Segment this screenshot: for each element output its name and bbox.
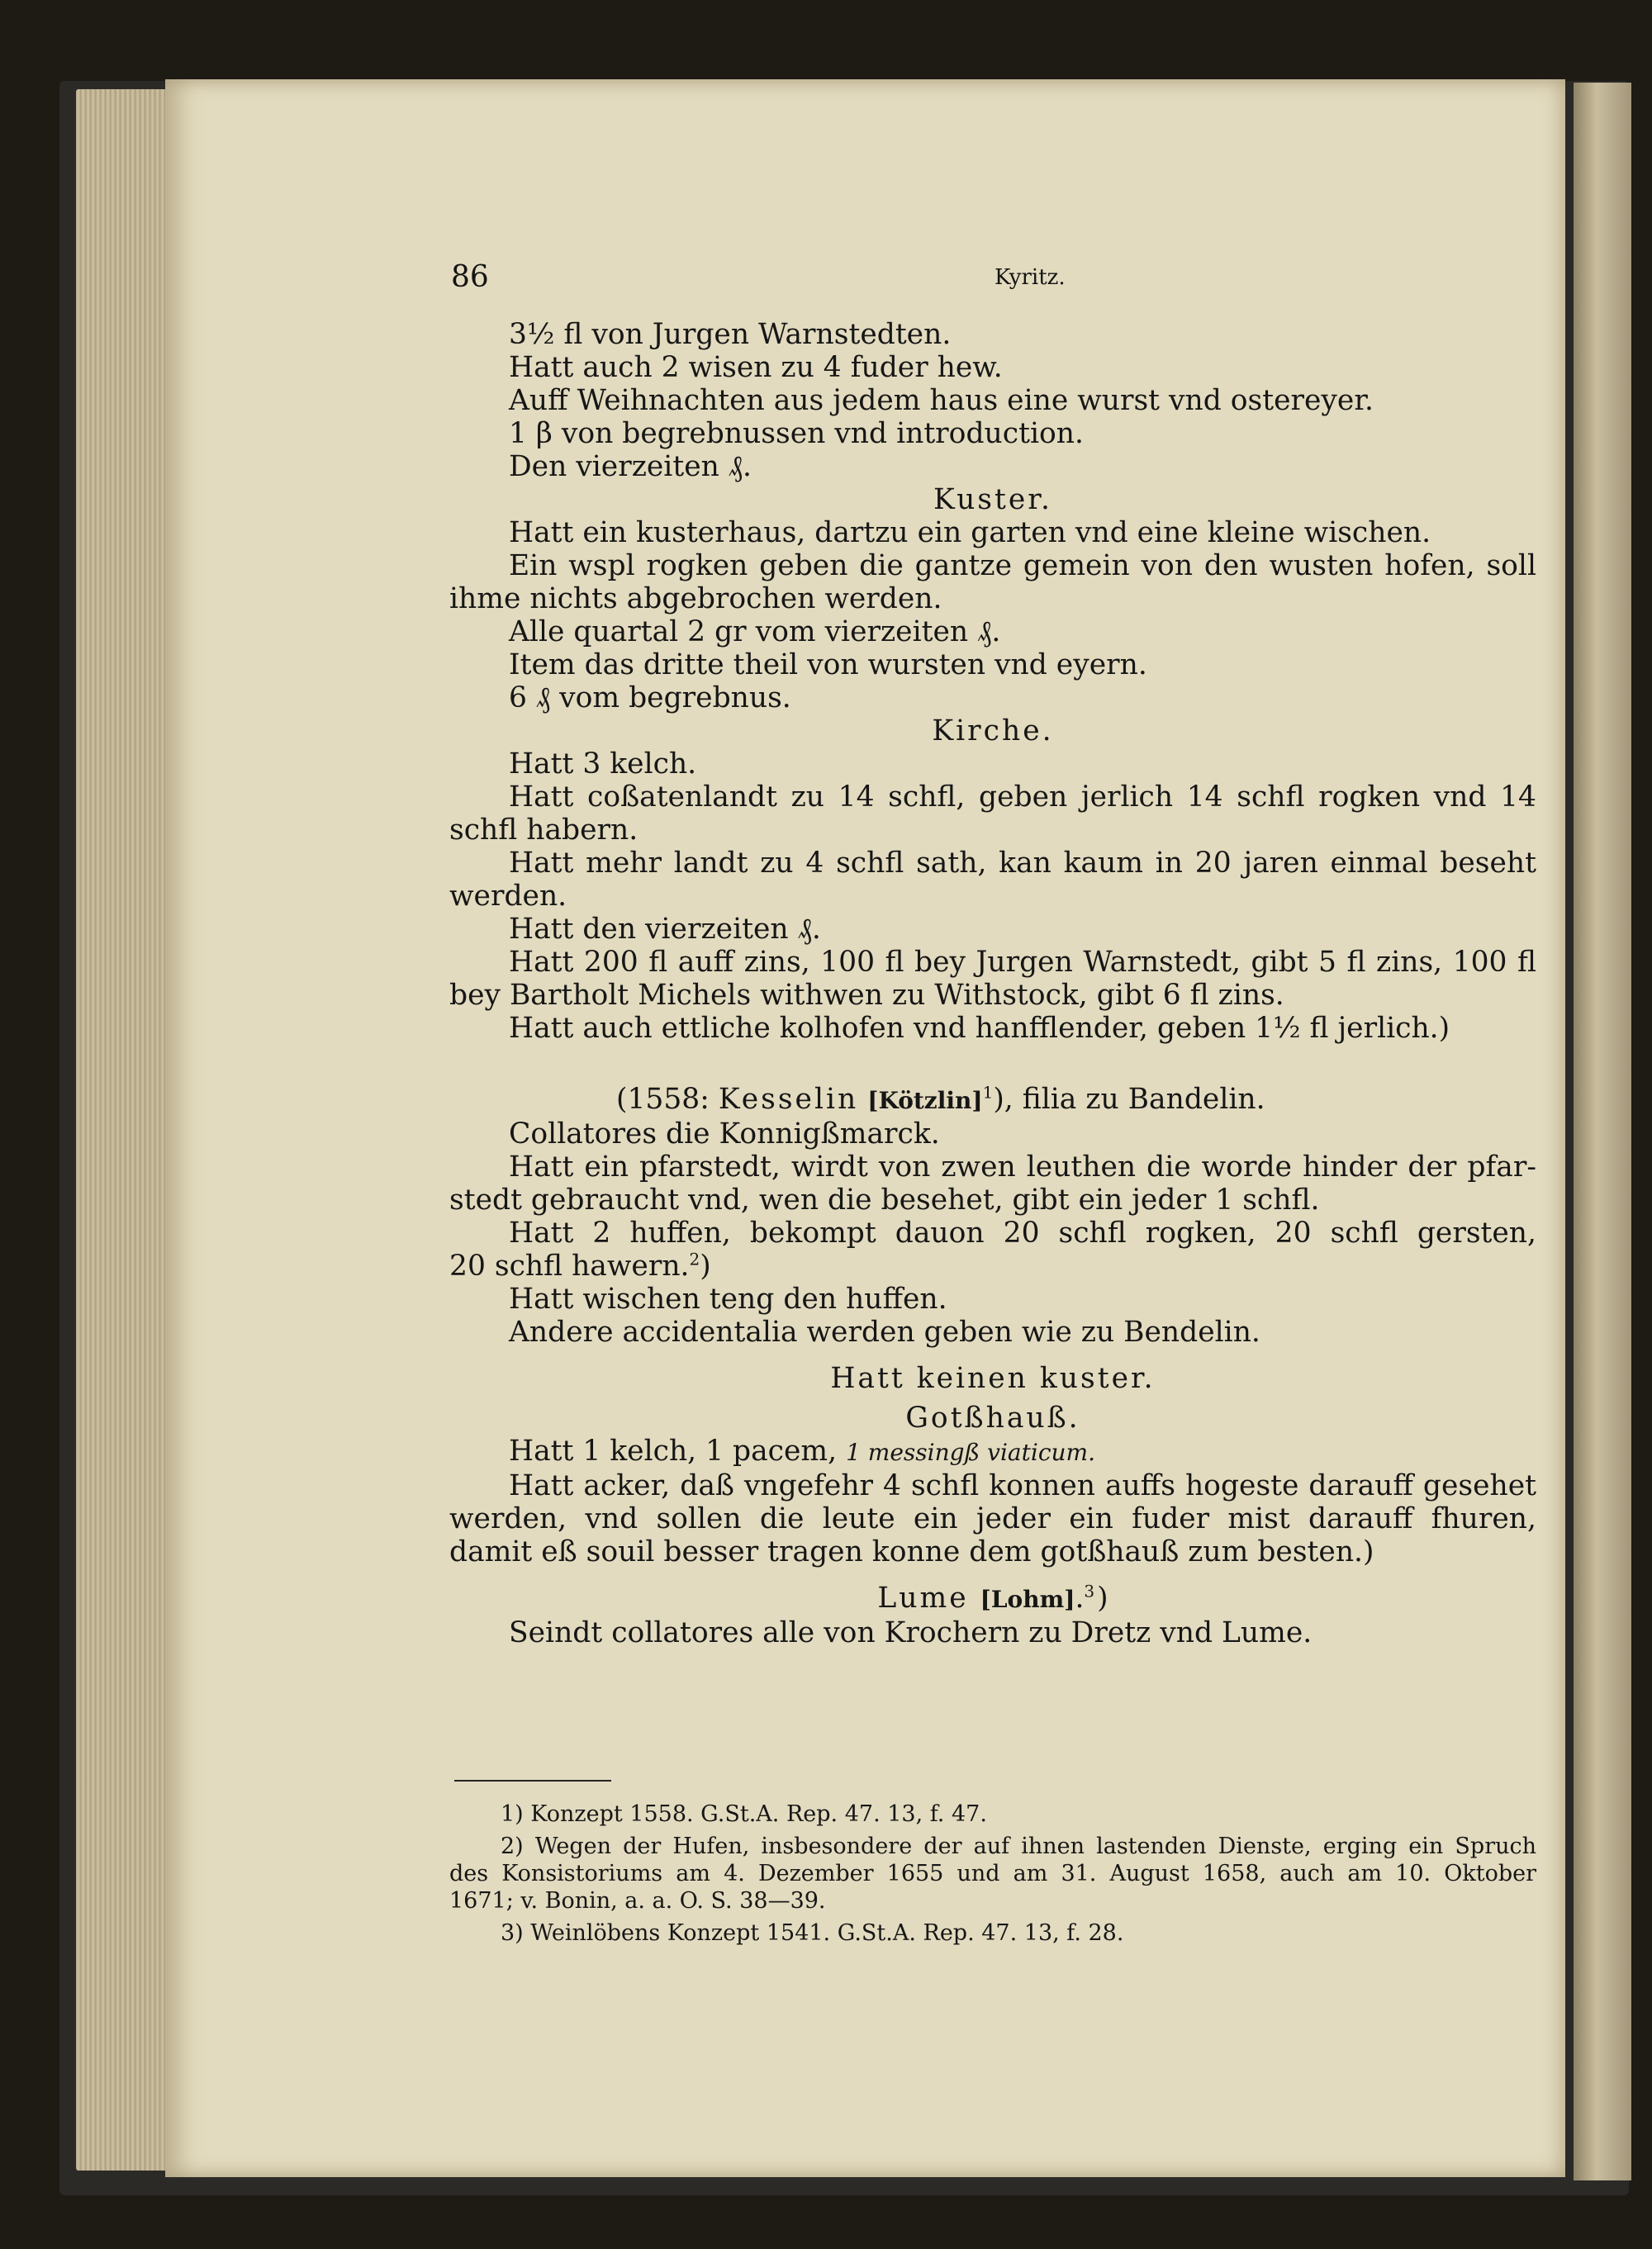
- footnote-ref: 2: [689, 1249, 700, 1269]
- section-heading-kuster: Kuster.: [933, 483, 1052, 516]
- text-line: ihme nichts abgebrochen werden.: [449, 582, 942, 615]
- text-part: 20 schfl hawern.: [449, 1250, 690, 1283]
- text-line: Ein wspl rogken geben die gantze gemein von den wusten hofen, soll: [509, 549, 1536, 582]
- main-text: [449, 318, 1536, 1649]
- text-line: Hatt wischen teng den huffen.: [509, 1283, 947, 1316]
- footnotes: [449, 1801, 1536, 1952]
- footnote-2-cont: 1671; v. Bonin, a. a. O. S. 38—39.: [449, 1888, 826, 1914]
- text-line: Hatt 200 fl auff zins, 100 fl bey Jurgen Warnstedt, gibt 5 fl zins, 100 fl: [509, 946, 1536, 979]
- text-line: Andere accidentalia werden geben wie zu Bendelin.: [509, 1316, 1260, 1349]
- spacer: [449, 1349, 1536, 1362]
- text-line: stedt gebraucht vnd, wen die besehet, gibt ein jeder 1 schfl.: [449, 1184, 1320, 1217]
- footnote-ref: 1: [982, 1082, 994, 1103]
- footnote-3: 3) Weinlöbens Konzept 1541. G.St.A. Rep. 47. 13, f. 28.: [501, 1920, 1124, 1946]
- running-head: Kyritz.: [995, 265, 1066, 290]
- text-line: damit eß souil besser tragen konne dem gotßhauß zum besten.): [449, 1535, 1374, 1568]
- text-line: schfl habern.: [449, 814, 638, 847]
- place-name-bracket: [Lohm]: [980, 1586, 1075, 1613]
- italic-addition: 1 messingß viaticum.: [846, 1439, 1095, 1466]
- text-line: Hatt auch 2 wisen zu 4 fuder hew.: [509, 351, 1003, 384]
- text-line: [449, 1435, 1536, 1469]
- place-name: Kesselin: [718, 1083, 859, 1116]
- footnote-ref: 3: [1084, 1581, 1098, 1601]
- facing-page-edge: [1574, 83, 1631, 2180]
- text-line: [449, 1250, 1536, 1283]
- text-line: Item das dritte theil von wursten vnd eyern.: [509, 648, 1147, 681]
- text-part: Hatt 1 kelch, 1 pacem,: [509, 1435, 847, 1468]
- heading-part: (1558:: [616, 1083, 719, 1116]
- spacer: [449, 1045, 1536, 1083]
- text-line: Alle quartal 2 gr vom vierzeiten ₰.: [509, 615, 1001, 648]
- text-line: Hatt mehr landt zu 4 schfl sath, kan kaum in 20 jaren einmal beseht: [509, 847, 1536, 880]
- section-heading-kesselin: [449, 1083, 1536, 1117]
- text-line: Hatt den vierzeiten ₰.: [509, 913, 821, 946]
- page-number: 86: [451, 260, 489, 294]
- text-line: werden, vnd sollen die leute ein jeder ein fuder mist darauff fhuren,: [449, 1502, 1536, 1535]
- section-heading-kein-kuster: Hatt keinen kuster.: [830, 1362, 1156, 1395]
- text-line: Hatt 3 kelch.: [509, 747, 697, 781]
- section-heading-lume: Lume [Lohm].$^3$): [877, 1581, 1108, 1615]
- spacer: [449, 1395, 1536, 1402]
- section-heading-gotshaus: Gotßhauß.: [905, 1402, 1080, 1435]
- text-line: Hatt auch ettliche kolhofen vnd hanfflender, geben 1½ fl jerlich.): [509, 1012, 1450, 1045]
- section-heading-kirche: Kirche.: [932, 714, 1054, 747]
- text-line: 6 ₰ vom begrebnus.: [509, 681, 791, 714]
- text-line: 3½ fl von Jurgen Warnstedten.: [509, 318, 952, 351]
- text-line: Hatt coßatenlandt zu 14 schfl, geben jerlich 14 schfl rogken vnd 14: [509, 781, 1536, 814]
- text-line: bey Bartholt Michels withwen zu Withstock, gibt 6 fl zins.: [449, 979, 1284, 1012]
- page-header: [451, 260, 1525, 301]
- text-line: Den vierzeiten ₰.: [509, 450, 752, 483]
- place-name: Lume: [877, 1582, 969, 1615]
- heading-part: ), filia zu Bandelin.: [993, 1083, 1265, 1116]
- spacer: [449, 1568, 1536, 1582]
- text-line: Auff Weihnachten aus jedem haus eine wurst vnd ostereyer.: [509, 384, 1374, 417]
- text-line: werden.: [449, 880, 567, 913]
- footnote-rule: [454, 1780, 611, 1782]
- text-line: Seindt collatores alle von Krochern zu Dretz vnd Lume.: [509, 1616, 1313, 1649]
- text-part: ): [700, 1250, 711, 1283]
- text-line: Collatores die Konnigßmarck.: [509, 1117, 940, 1151]
- text-line: Hatt 2 huffen, bekompt dauon 20 schfl rogken, 20 schfl gersten,: [509, 1217, 1536, 1250]
- text-line: Hatt ein kusterhaus, dartzu ein garten vnd eine kleine wischen.: [509, 516, 1431, 549]
- text-line: 1 β von begrebnussen vnd introduction.: [509, 417, 1084, 450]
- footnote-1: 1) Konzept 1558. G.St.A. Rep. 47. 13, f. 47.: [501, 1801, 987, 1827]
- place-name-bracket: [Kötzlin]: [867, 1087, 983, 1114]
- heading-part: ): [1097, 1582, 1108, 1615]
- footnote-2-cont: des Konsistoriums am 4. Dezember 1655 und am 31. August 1658, auch am 10. Oktober: [449, 1861, 1536, 1886]
- text-line: Hatt ein pfarstedt, wirdt von zwen leuthen die worde hinder der pfar-: [509, 1151, 1536, 1184]
- footnote-2: 2) Wegen der Hufen, insbesondere der auf ihnen lastenden Dienste, erging ein Spruch: [501, 1834, 1536, 1859]
- text-line: Hatt acker, daß vngefehr 4 schfl konnen auffs hogeste darauff gesehet: [509, 1469, 1536, 1502]
